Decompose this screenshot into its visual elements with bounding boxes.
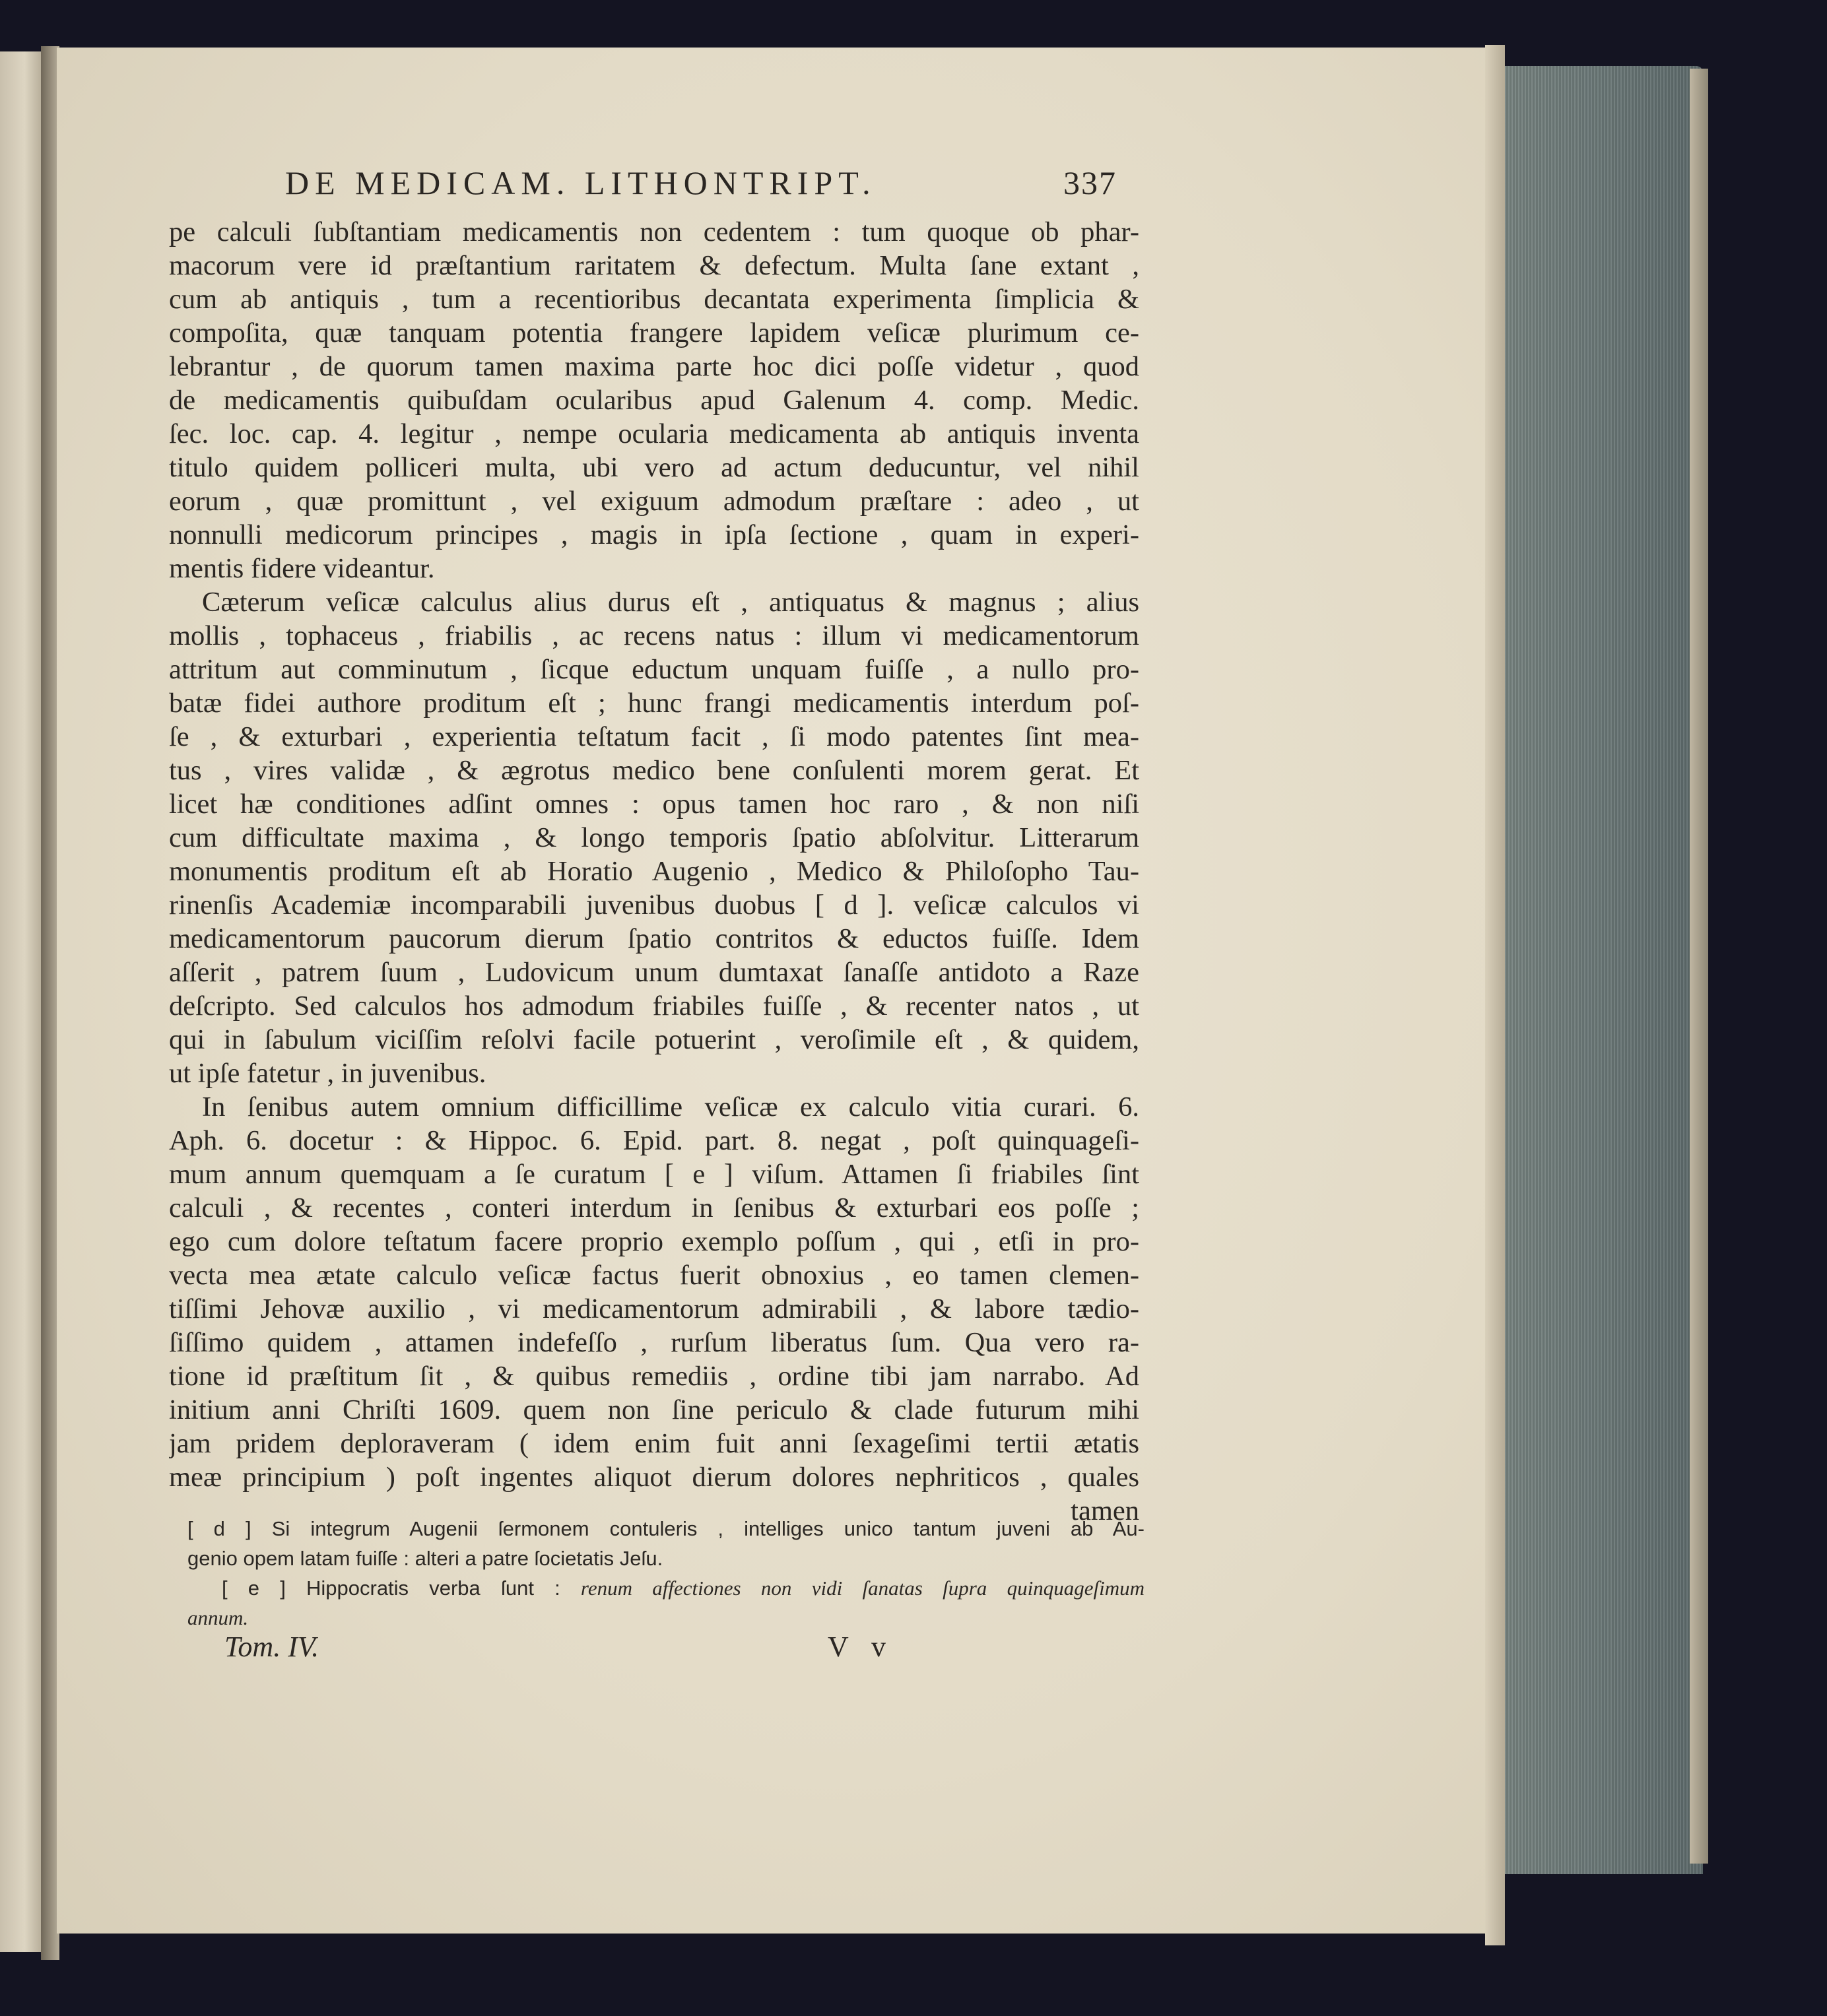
text-line: batæ fidei authore proditum eſt ; hunc frangi medicamentis interdum poſ-: [169, 688, 1139, 719]
signature-row: [224, 1630, 1016, 1670]
text-line: calculi , & recentes , conteri interdum in ſenibus & exturbari eos poſſe ;: [169, 1192, 1139, 1223]
text-line: macorum vere id præſtantium raritatem & defectum. Multa ſane extant ,: [169, 250, 1139, 281]
text-line: tiſſimi Jehovæ auxilio , vi medicamentorum admirabili , & labore tædio-: [169, 1293, 1139, 1324]
text-line: nonnulli medicorum principes , magis in ipſa ſectione , quam in experi-: [169, 519, 1139, 550]
catchword: tamen: [1071, 1495, 1139, 1526]
page-number: 337: [1063, 164, 1117, 201]
text-line: tione id præſtitum ſit , & quibus remediis , ordine tibi jam narrabo. Ad: [169, 1361, 1139, 1392]
text-line: rinenſis Academiæ incomparabili juvenibus duobus [ d ]. veſicæ calculos vi: [169, 890, 1139, 921]
footnote-e-lead: [ e ] Hippocratis verba ſunt :: [222, 1577, 581, 1600]
text-line: lebrantur , de quorum tamen maxima parte hoc dici poſſe videtur , quod: [169, 351, 1139, 382]
footnote-e-line: annum.: [187, 1606, 249, 1629]
text-line: eorum , quæ promittunt , vel exiguum admodum præſtare : adeo , ut: [169, 486, 1139, 517]
signature-mark: V v: [828, 1631, 894, 1663]
text-line: initium anni Chriſti 1609. quem non ſine periculo & clade futurum mihi: [169, 1394, 1139, 1425]
cover-board: [1690, 69, 1708, 1864]
paragraph-start: Cæterum veſicæ calculus alius durus eſt , antiquatus & magnus ; alius: [202, 587, 1139, 618]
text-line: Aph. 6. docetur : & Hippoc. 6. Epid. part. 8. negat , poſt quinquageſi-: [169, 1125, 1139, 1156]
text-line: pe calculi ſubſtantiam medicamentis non cedentem : tum quoque ob phar-: [169, 216, 1139, 247]
text-line: ſiſſimo quidem , attamen indefeſſo , rurſum liberatus ſum. Qua vero ra-: [169, 1327, 1139, 1358]
text-line: monumentis proditum eſt ab Horatio Augenio , Medico & Philoſopho Tau-: [169, 856, 1139, 887]
text-line: mollis , tophaceus , friabilis , ac recens natus : illum vi medicamentorum: [169, 620, 1139, 651]
text-line: tus , vires validæ , & ægrotus medico bene conſulenti morem gerat. Et: [169, 755, 1139, 786]
text-line: ſec. loc. cap. 4. legitur , nempe ocularia medicamenta ab antiquis inventa: [169, 418, 1139, 449]
footnotes: [187, 1514, 1145, 1633]
running-head: [285, 164, 1117, 210]
running-head-title: DE MEDICAM. LITHONTRIPT.: [285, 164, 877, 201]
text-line: jam pridem deploraveram ( idem enim fuit anni ſexageſimi tertii ætatis: [169, 1428, 1139, 1459]
text-line: licet hæ conditiones adſint omnes : opus tamen hoc raro , & non niſi: [169, 789, 1139, 820]
text-line: cum ab antiquis , tum a recentioribus decantata experimenta ſimplicia &: [169, 284, 1139, 315]
page-block-edge: [1485, 45, 1505, 1945]
text-line: attritum aut comminutum , ſicque eductum unquam fuiſſe , a nullo pro-: [169, 654, 1139, 685]
text-line: meæ principium ) poſt ingentes aliquot dierum dolores nephriticos , quales: [169, 1462, 1139, 1493]
body-text: [169, 215, 1139, 1528]
text-line: mum annum quemquam a ſe curatum [ e ] viſum. Attamen ſi friabiles ſint: [169, 1159, 1139, 1190]
footnote-e-line: [187, 1573, 1145, 1603]
text-line: aſſerit , patrem ſuum , Ludovicum unum dumtaxat ſanaſſe antidoto a Raze: [169, 957, 1139, 988]
text-line: qui in ſabulum viciſſim reſolvi facile potuerint , veroſimile eſt , & quidem,: [169, 1024, 1139, 1055]
text-line: mentis fidere videantur.: [169, 553, 435, 584]
text-line: ſe , & exturbari , experientia teſtatum facit , ſi modo patentes ſint mea-: [169, 721, 1139, 752]
volume-label: Tom. IV.: [224, 1631, 319, 1663]
footnote-d-line: genio opem latam fuiſſe : alteri a patre ſocietatis Jeſu.: [187, 1547, 663, 1570]
text-line: vecta mea ætate calculo veſicæ factus fuerit obnoxius , eo tamen clemen-: [169, 1260, 1139, 1291]
footnote-e-quote: renum affectiones non vidi ſanatas ſupra quinquageſimum: [580, 1577, 1145, 1600]
text-line: de medicamentis quibuſdam ocularibus apud Galenum 4. comp. Medic.: [169, 385, 1139, 416]
text-line: cum difficultate maxima , & longo temporis ſpatio abſolvitur. Litterarum: [169, 822, 1139, 853]
text-line: ego cum dolore teſtatum facere proprio exemplo poſſum , qui , etſi in pro-: [169, 1226, 1139, 1257]
text-line: ut ipſe fatetur , in juvenibus.: [169, 1058, 486, 1089]
left-page-edge: [0, 51, 41, 1952]
text-line: compoſita, quæ tanquam potentia frangere lapidem veſicæ plurimum ce-: [169, 317, 1139, 348]
text-line: deſcripto. Sed calculos hos admodum friabiles fuiſſe , & recenter natos , ut: [169, 991, 1139, 1022]
fore-edge: [1505, 66, 1703, 1874]
paragraph-start: In ſenibus autem omnium difficillime veſicæ ex calculo vitia curari. 6.: [202, 1091, 1139, 1122]
footnote-d-line: [ d ] Si integrum Augenii ſermonem contuleris , intelliges unico tantum juveni ab Au-: [187, 1517, 1145, 1540]
text-line: titulo quidem polliceri multa, ubi vero ad actum deducuntur, vel nihil: [169, 452, 1139, 483]
text-line: medicamentorum paucorum dierum ſpatio contritos & eductos fuiſſe. Idem: [169, 923, 1139, 954]
